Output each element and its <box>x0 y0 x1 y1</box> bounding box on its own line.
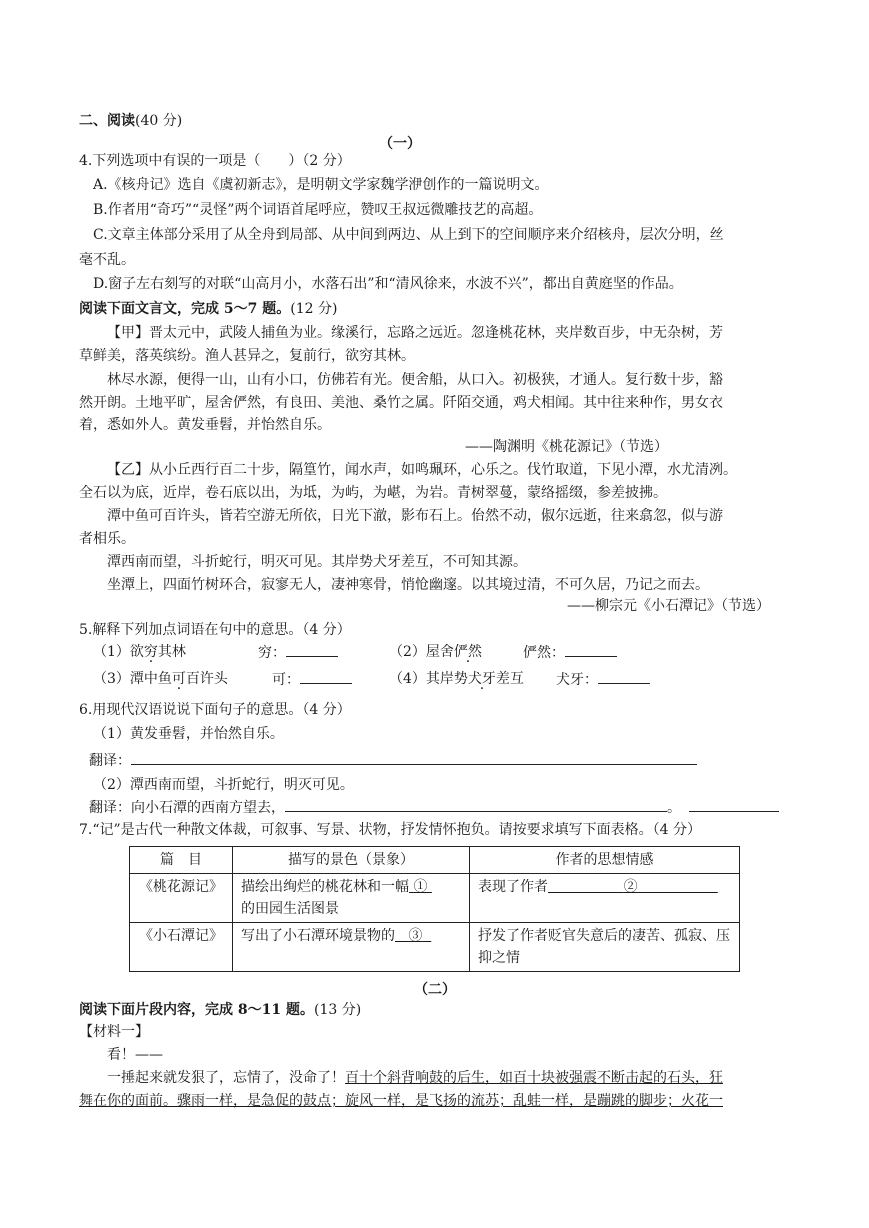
q5-item1-post: 其林 <box>157 644 186 660</box>
material1-para1: 看！—— <box>107 1047 163 1063</box>
q5-item3-dotted: 可 <box>171 671 186 687</box>
q7-table-header <box>130 847 740 874</box>
q7-row1-scene <box>233 874 470 923</box>
q4-stem: 4.下列选项中有误的一项是（ ）（2 分） <box>79 153 351 169</box>
q6-translate1-label: 翻译： <box>89 753 131 769</box>
q7-row2-scene-pre: 写出了小石潭环境景物的 <box>241 928 395 944</box>
q5-answer3-label: 可： <box>272 672 300 688</box>
q6-translate2-blank-extra[interactable] <box>689 797 779 812</box>
q7-row2-title: 《小石潭记》 <box>130 923 233 972</box>
yi-source: ——柳宗元《小石潭记》（节选） <box>567 598 770 614</box>
q4-option-c-line1: C.文章主体部分采用了从全舟到局部、从中间到两边、从上到下的空间顺序来介绍核舟，层次分明，丝 <box>93 227 724 243</box>
material1-para2-underlined: 百十个斜背响鼓的后生，如百十块被强震不断击起的石头，狂 <box>345 1070 723 1086</box>
q5-answer4-label: 犬牙： <box>556 672 598 688</box>
q7-blank3-marker: ③ <box>408 928 423 944</box>
yi-para1-line1: 【乙】从小丘西行百二十步，隔篁竹，闻水声，如鸣珮环，心乐之。伐竹取道，下见小潭，水尤清冽。 <box>107 462 737 478</box>
q5-item1-pre: （1）欲 <box>93 644 144 660</box>
material1-label: 【材料一】 <box>79 1024 149 1040</box>
q6-stem: 6.用现代汉语说说下面句子的意思。（4 分） <box>79 702 351 718</box>
q7-blank1[interactable] <box>409 879 432 895</box>
q5-item3 <box>93 669 228 689</box>
classical-intro-score: (12 分) <box>290 301 338 317</box>
q5-item1-dotted: 穷 <box>143 644 158 660</box>
jia-para1-line2: 草鲜美，落英缤纷。渔人甚异之，复前行，欲穷其林。 <box>79 348 415 364</box>
q5-item4-pre: （4）其岸势 <box>389 671 468 687</box>
q6-translate2-period: 。 <box>667 800 681 816</box>
q6-translate1-blank[interactable] <box>131 750 697 765</box>
q7-row1-scene-post: 的田园生活图景 <box>241 901 339 917</box>
q6-sentence1: （1）黄发垂髫，并怡然自乐。 <box>93 726 284 742</box>
q5-answer4[interactable] <box>556 669 650 690</box>
q7-stem: 7.“记”是古代一种散文体裁，可叙事、写景、状物，抒发情怀抱负。请按要求填写下面表格。（4 分） <box>79 822 702 838</box>
section-score: (40 分) <box>135 113 183 129</box>
q7-row2-scene <box>233 923 470 972</box>
yi-para4: 坐潭上，四面竹树环合，寂寥无人，凄神寒骨，悄怆幽邃。以其境过清，不可久居，乃记之而去。 <box>107 577 709 593</box>
q5-item4-dotted: 犬牙 <box>467 671 496 687</box>
q7-row1-feeling-pre: 表现了作者 <box>478 879 548 895</box>
q5-item3-post: 百许头 <box>185 671 228 687</box>
q7-header-title: 篇 目 <box>130 847 233 874</box>
modern-intro <box>79 1000 361 1020</box>
q6-sentence2: （2）潭西南而望，斗折蛇行，明灭可见。 <box>93 777 354 793</box>
jia-para1-line1: 【甲】晋太元中，武陵人捕鱼为业。缘溪行，忘路之远近。忽逢桃花林，夹岸数百步，中无杂树，芳 <box>107 325 723 341</box>
q6-translate2[interactable] <box>89 797 779 818</box>
material1-para2-line1 <box>107 1068 723 1088</box>
q6-translate2-label: 翻译：向小石潭的西南方望去， <box>89 800 285 816</box>
q7-header-scene: 描写的景色（景象） <box>233 847 470 874</box>
yi-para2-line2: 者相乐。 <box>79 531 135 547</box>
q5-item3-pre: （3）潭中鱼 <box>93 671 172 687</box>
yi-para2-line1: 潭中鱼可百许头，皆若空游无所依，日光下澈，影布石上。佁然不动，俶尔远逝，往来翕忽，似与游 <box>107 508 723 524</box>
q5-answer3-blank[interactable] <box>300 669 352 684</box>
material1-para2-line2: 舞在你的面前。骤雨一样，是急促的鼓点；旋风一样，是飞扬的流苏；乱蛙一样，是蹦跳的脚步；火花一 <box>79 1093 723 1109</box>
q4-option-d: D.窗子左右刻写的对联“山高月小，水落石出”和“清风徐来，水波不兴”，都出自黄庭坚的作品。 <box>93 276 683 292</box>
q5-answer2-label: 俨然： <box>523 645 565 661</box>
classical-intro-text: 阅读下面文言文，完成 5～7 题。 <box>79 301 291 317</box>
q5-item2-pre: （2）屋舍 <box>389 644 454 660</box>
q4-option-c-line2: 毫不乱。 <box>79 252 135 268</box>
q7-blank1-marker: ① <box>413 879 428 895</box>
q5-answer4-blank[interactable] <box>598 669 650 684</box>
q7-blank3[interactable] <box>395 928 431 944</box>
classical-intro <box>79 299 337 319</box>
yi-para3: 潭西南而望，斗折蛇行，明灭可见。其岸势犬牙差互，不可知其源。 <box>107 554 527 570</box>
q7-table <box>129 846 740 972</box>
q7-row2-feeling: 抒发了作者贬官失意后的凄苦、孤寂、压抑之情 <box>470 923 740 972</box>
q5-item2 <box>389 642 482 662</box>
jia-para2-line2: 然开朗。土地平旷，屋舍俨然，有良田、美池、桑竹之属。阡陌交通，鸡犬相闻。其中往来种作，男女衣 <box>79 395 723 411</box>
yi-para1-line2: 全石以为底，近岸，卷石底以出，为坻，为屿，为嵁，为岩。青树翠蔓，蒙络摇缀，参差披拂。 <box>79 485 667 501</box>
jia-para2-line3: 着，悉如外人。黄发垂髫，并怡然自乐。 <box>79 417 331 433</box>
q7-blank2-marker: ② <box>623 879 638 895</box>
table-row <box>130 923 740 972</box>
q5-answer2-blank[interactable] <box>565 642 617 657</box>
q4-option-b: B.作者用“奇巧”“灵怪”两个词语首尾呼应，赞叹王叔远微雕技艺的高超。 <box>93 202 543 218</box>
q5-answer2[interactable] <box>523 642 617 663</box>
q7-row1-title: 《桃花源记》 <box>130 874 233 923</box>
q7-header-feeling: 作者的思想情感 <box>470 847 740 874</box>
q6-translate1[interactable] <box>89 750 697 771</box>
q7-blank2[interactable] <box>548 879 718 895</box>
q5-answer1-blank[interactable] <box>286 642 338 657</box>
q6-translate2-blank[interactable] <box>285 797 667 812</box>
section-title <box>79 111 182 131</box>
table-row <box>130 874 740 923</box>
jia-source: ——陶渊明《桃花源记》（节选） <box>465 439 668 455</box>
q5-answer1[interactable] <box>258 642 338 663</box>
q4-option-a: A.《核舟记》选自《虞初新志》，是明朝文学家魏学洢创作的一篇说明文。 <box>93 177 549 193</box>
q5-stem: 5.解释下列加点词语在句中的意思。（4 分） <box>79 622 351 638</box>
q5-item4 <box>389 669 524 689</box>
q5-item4-post: 差互 <box>495 671 524 687</box>
jia-para2-line1: 林尽水源，便得一山，山有小口，仿佛若有光。便舍船，从口入。初极狭，才通人。复行数十步，豁 <box>107 372 723 388</box>
section-title-text: 二、阅读 <box>79 113 135 129</box>
part1-heading: （一） <box>379 136 421 152</box>
q5-answer3[interactable] <box>272 669 352 690</box>
modern-intro-score: (13 分) <box>313 1002 362 1018</box>
q5-answer1-label: 穷： <box>258 645 286 661</box>
q7-row1-feeling <box>470 874 740 923</box>
q7-row1-scene-pre: 描绘出绚烂的桃花林和一幅 <box>241 879 409 895</box>
part2-heading: （二） <box>414 982 456 998</box>
q5-item1 <box>93 642 186 662</box>
modern-intro-text: 阅读下面片段内容，完成 8～11 题。 <box>79 1002 314 1018</box>
material1-para2-start: 一捶起来就发狠了，忘情了，没命了！ <box>107 1070 345 1086</box>
q5-item2-dotted: 俨然 <box>453 644 482 660</box>
